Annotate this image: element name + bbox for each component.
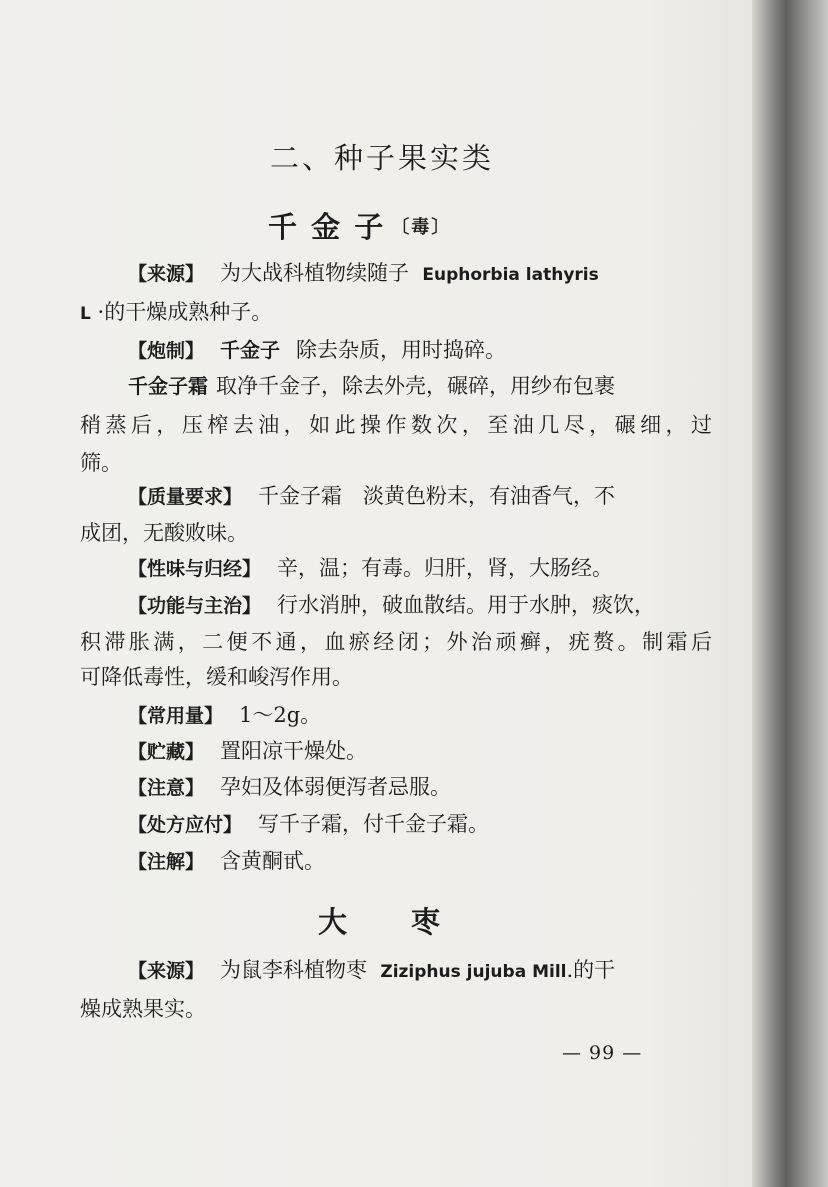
caution-label: 【注意】 [128, 777, 205, 799]
function-line-3: 可降低毒性，缓和峻泻作用。 [80, 665, 353, 689]
page-number: — 99 — [562, 1042, 643, 1064]
prescription-text: 写千子霜，付千金子霜。 [258, 812, 490, 836]
dazao-source-text-2: .的干 [566, 958, 616, 982]
processing-label: 【炮制】 [128, 340, 205, 362]
source-line [128, 258, 712, 290]
source-label: 【来源】 [128, 263, 205, 285]
frost-line-2: 稍蒸后，压榨去油，如此操作数次，至油几尽，碾细，过 [80, 413, 712, 437]
storage-label: 【贮藏】 [128, 741, 205, 763]
caution-text: 孕妇及体弱便泻者忌服。 [220, 775, 452, 799]
note-line [128, 846, 712, 877]
storage-text: 置阳凉干燥处。 [220, 739, 368, 763]
entry-title-qianjinzi [268, 205, 451, 246]
note-label: 【注解】 [128, 851, 205, 873]
quality-line-2: 成团，无酸败味。 [80, 521, 248, 545]
function-line [128, 590, 712, 621]
book-spine-shadow [752, 0, 828, 1187]
quality-line [128, 481, 712, 512]
quality-label: 【质量要求】 [128, 486, 243, 508]
nature-text: 辛，温；有毒。归肝，肾，大肠经。 [277, 556, 614, 580]
entry-title-text: 千 金 子 [268, 210, 386, 244]
function-text: 行水消肿，破血散结。用于水肿，痰饮， [277, 593, 656, 617]
section-title: 二、种子果实类 [270, 141, 495, 175]
note-text: 含黄酮甙。 [220, 849, 326, 873]
dazao-source-text: 为鼠李科植物枣 [220, 958, 368, 982]
latin-name: Euphorbia lathyris [422, 265, 599, 285]
prescription-line [128, 809, 712, 840]
dosage-text: 1～2g。 [239, 703, 322, 727]
frost-text: 取净千金子，除去外壳，碾碎，用纱布包裹 [216, 374, 615, 398]
processing-line [128, 335, 712, 366]
nature-line [128, 553, 712, 584]
dosage-line [128, 700, 712, 731]
source-line-2 [80, 297, 712, 329]
frost-line [128, 371, 712, 401]
processing-sub: 千金子 [220, 338, 281, 362]
frost-line-3: 筛。 [80, 451, 122, 475]
caution-line [128, 772, 712, 803]
nature-label: 【性味与归经】 [128, 558, 262, 580]
toxicity-tag: 〔毒〕 [391, 217, 452, 238]
processing-text: 除去杂质，用时捣碎。 [296, 338, 507, 362]
frost-sub: 千金子霜 [128, 374, 208, 398]
storage-line [128, 736, 712, 767]
source-text: 为大战科植物续随子 [220, 261, 410, 285]
quality-text: 千金子霜 淡黄色粉末，有油香气，不 [258, 484, 616, 508]
source-text-2: ·的干燥成熟种子。 [97, 300, 273, 324]
latin-name-suffix: L [80, 304, 91, 324]
dazao-source-label: 【来源】 [128, 960, 205, 982]
dosage-label: 【常用量】 [128, 705, 224, 727]
dazao-source-line [128, 955, 712, 987]
prescription-label: 【处方应付】 [128, 814, 243, 836]
dazao-latin-name: Ziziphus jujuba Mill [380, 962, 567, 982]
entry-title-dazao: 大 枣 [318, 905, 443, 939]
function-label: 【功能与主治】 [128, 595, 262, 617]
function-line-2: 积滞胀满，二便不通，血瘀经闭；外治顽癣，疣赘。制霜后 [80, 630, 712, 654]
dazao-source-line-2: 燥成熟果实。 [80, 997, 206, 1021]
